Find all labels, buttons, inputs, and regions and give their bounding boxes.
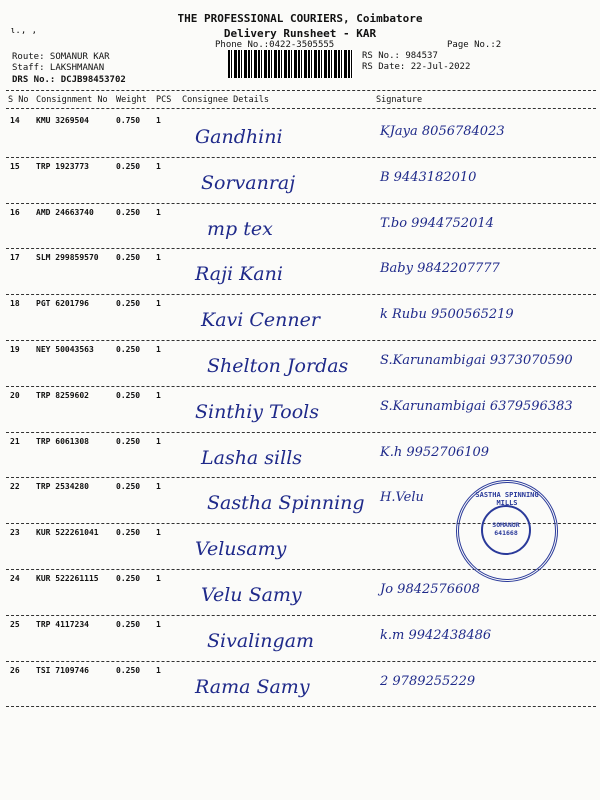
row-sno: 23 bbox=[10, 528, 20, 538]
consignee-handwriting: Sinthiy Tools bbox=[195, 400, 319, 423]
signature-handwriting: S.Karunambigai 6379596383 bbox=[380, 398, 573, 414]
row-weight: 0.250 bbox=[116, 345, 141, 354]
stamp-ring-text: SASTHA SPINNING MILLS bbox=[475, 491, 539, 507]
col-weight: Weight bbox=[116, 95, 147, 105]
col-consignment: Consignment No bbox=[36, 95, 108, 105]
row-divider bbox=[6, 706, 596, 707]
row-pcs: 1 bbox=[156, 299, 161, 309]
table-row bbox=[0, 387, 600, 432]
company-name: THE PROFESSIONAL COURIERS, Coimbatore bbox=[177, 12, 423, 25]
row-consignment: KUR 522261115 bbox=[36, 574, 99, 583]
row-sno: 15 bbox=[10, 161, 20, 171]
signature-handwriting: H.Velu bbox=[380, 490, 424, 506]
row-weight: 0.250 bbox=[116, 390, 141, 400]
row-weight: 0.250 bbox=[116, 161, 141, 171]
drs-number: DRS No.: DCJB98453702 bbox=[12, 75, 126, 85]
col-sno: S No bbox=[8, 95, 29, 105]
row-pcs: 1 bbox=[156, 482, 161, 492]
table-row bbox=[0, 158, 600, 203]
row-consignment: TRP 4117234 bbox=[36, 619, 89, 629]
signature-handwriting: 2 9789255229 bbox=[380, 673, 476, 689]
table-row bbox=[0, 616, 600, 661]
row-sno: 21 bbox=[10, 436, 20, 446]
signature-handwriting: Baby 9842207777 bbox=[380, 261, 500, 277]
consignee-handwriting: Kavi Cenner bbox=[201, 309, 320, 332]
row-sno: 25 bbox=[10, 619, 20, 629]
table-row bbox=[0, 204, 600, 249]
col-signature: Signature bbox=[376, 95, 423, 105]
route: Route: SOMANUR KAR bbox=[12, 52, 110, 62]
row-weight: 0.250 bbox=[116, 253, 141, 263]
signature-handwriting: KJaya 8056784023 bbox=[380, 124, 505, 139]
row-consignment: TRP 1923773 bbox=[36, 161, 89, 171]
col-consignee: Consignee Details bbox=[182, 95, 269, 105]
staff: Staff: LAKSHMANAN bbox=[12, 63, 105, 73]
rs-number: RS No.: 984537 bbox=[362, 51, 438, 61]
row-pcs: 1 bbox=[156, 436, 161, 446]
row-pcs: 1 bbox=[156, 207, 161, 217]
consignee-handwriting: Velusamy bbox=[195, 538, 287, 561]
signature-handwriting: B 9443182010 bbox=[380, 169, 477, 185]
row-sno: 22 bbox=[10, 482, 20, 492]
row-weight: 0.250 bbox=[116, 482, 141, 492]
col-pcs: PCS bbox=[156, 95, 172, 105]
row-weight: 0.250 bbox=[116, 574, 141, 583]
consignee-handwriting: Lasha sills bbox=[201, 446, 303, 469]
row-pcs: 1 bbox=[156, 619, 161, 629]
table-row bbox=[0, 249, 600, 294]
row-pcs: 1 bbox=[156, 253, 161, 263]
row-consignment: TRP 6061308 bbox=[36, 436, 89, 446]
signature-handwriting: Jo 9842576608 bbox=[380, 582, 480, 597]
divider bbox=[6, 90, 596, 91]
table-row bbox=[0, 112, 600, 157]
row-sno: 14 bbox=[10, 116, 20, 125]
phone: Phone No.:0422-3505555 bbox=[215, 40, 335, 50]
company-stamp bbox=[456, 480, 558, 582]
row-sno: 26 bbox=[10, 665, 20, 675]
row-weight: 0.250 bbox=[116, 299, 141, 309]
signature-handwriting: T.bo 9944752014 bbox=[380, 215, 494, 231]
row-consignment: TRP 2534280 bbox=[36, 482, 89, 492]
row-weight: 0.250 bbox=[116, 619, 141, 629]
page-number: Page No.:2 bbox=[447, 40, 502, 50]
consignee-handwriting: Sastha Spinning bbox=[207, 492, 365, 515]
row-weight: 0.250 bbox=[116, 665, 141, 675]
row-pcs: 1 bbox=[156, 116, 161, 125]
consignee-handwriting: Rama Samy bbox=[195, 675, 310, 698]
row-weight: 0.250 bbox=[116, 207, 141, 217]
row-weight: 0.750 bbox=[116, 116, 141, 125]
barcode bbox=[228, 50, 354, 78]
signature-handwriting: S.Karunambigai 9373070590 bbox=[380, 353, 573, 368]
consignee-handwriting: Sorvanraj bbox=[201, 171, 296, 194]
consignee-handwriting: Shelton Jordas bbox=[207, 355, 349, 377]
row-sno: 20 bbox=[10, 390, 20, 400]
row-consignment: PGT 6201796 bbox=[36, 299, 89, 309]
consignee-handwriting: Velu Samy bbox=[201, 584, 302, 606]
row-consignment: NEY 50043563 bbox=[36, 345, 94, 354]
row-pcs: 1 bbox=[156, 345, 161, 354]
table-row bbox=[0, 295, 600, 340]
row-consignment: TRP 8259602 bbox=[36, 390, 89, 400]
stamp-center-text: SOMANUR 641668 bbox=[492, 521, 520, 537]
row-pcs: 1 bbox=[156, 528, 161, 538]
signature-handwriting: k.m 9942438486 bbox=[380, 627, 492, 643]
table-row bbox=[0, 341, 600, 386]
consignee-handwriting: Raji Kani bbox=[195, 263, 283, 286]
row-pcs: 1 bbox=[156, 574, 161, 583]
consignee-handwriting: mp tex bbox=[207, 217, 273, 240]
row-pcs: 1 bbox=[156, 161, 161, 171]
row-consignment: TSI 7109746 bbox=[36, 665, 89, 675]
consignee-handwriting: Gandhini bbox=[195, 126, 283, 148]
row-consignment: AMD 24663740 bbox=[36, 207, 94, 217]
sheet-title: Delivery Runsheet - KAR bbox=[223, 27, 377, 40]
row-weight: 0.250 bbox=[116, 436, 141, 446]
row-pcs: 1 bbox=[156, 665, 161, 675]
row-weight: 0.250 bbox=[116, 528, 141, 538]
row-sno: 19 bbox=[10, 345, 20, 354]
signature-handwriting: K.h 9952706109 bbox=[380, 444, 490, 460]
header-mark: ι., , bbox=[10, 26, 38, 36]
row-sno: 16 bbox=[10, 207, 20, 217]
table-row bbox=[0, 662, 600, 707]
row-pcs: 1 bbox=[156, 390, 161, 400]
rs-date: RS Date: 22-Jul-2022 bbox=[362, 62, 471, 72]
row-sno: 18 bbox=[10, 299, 20, 309]
signature-handwriting: k Rubu 9500565219 bbox=[380, 307, 514, 323]
row-consignment: KUR 522261041 bbox=[36, 528, 99, 538]
row-sno: 24 bbox=[10, 574, 20, 583]
divider bbox=[6, 108, 596, 109]
row-consignment: KMU 3269504 bbox=[36, 116, 89, 125]
row-consignment: SLM 299859570 bbox=[36, 253, 99, 263]
table-row bbox=[0, 433, 600, 478]
row-sno: 17 bbox=[10, 253, 20, 263]
consignee-handwriting: Sivalingam bbox=[207, 629, 315, 652]
